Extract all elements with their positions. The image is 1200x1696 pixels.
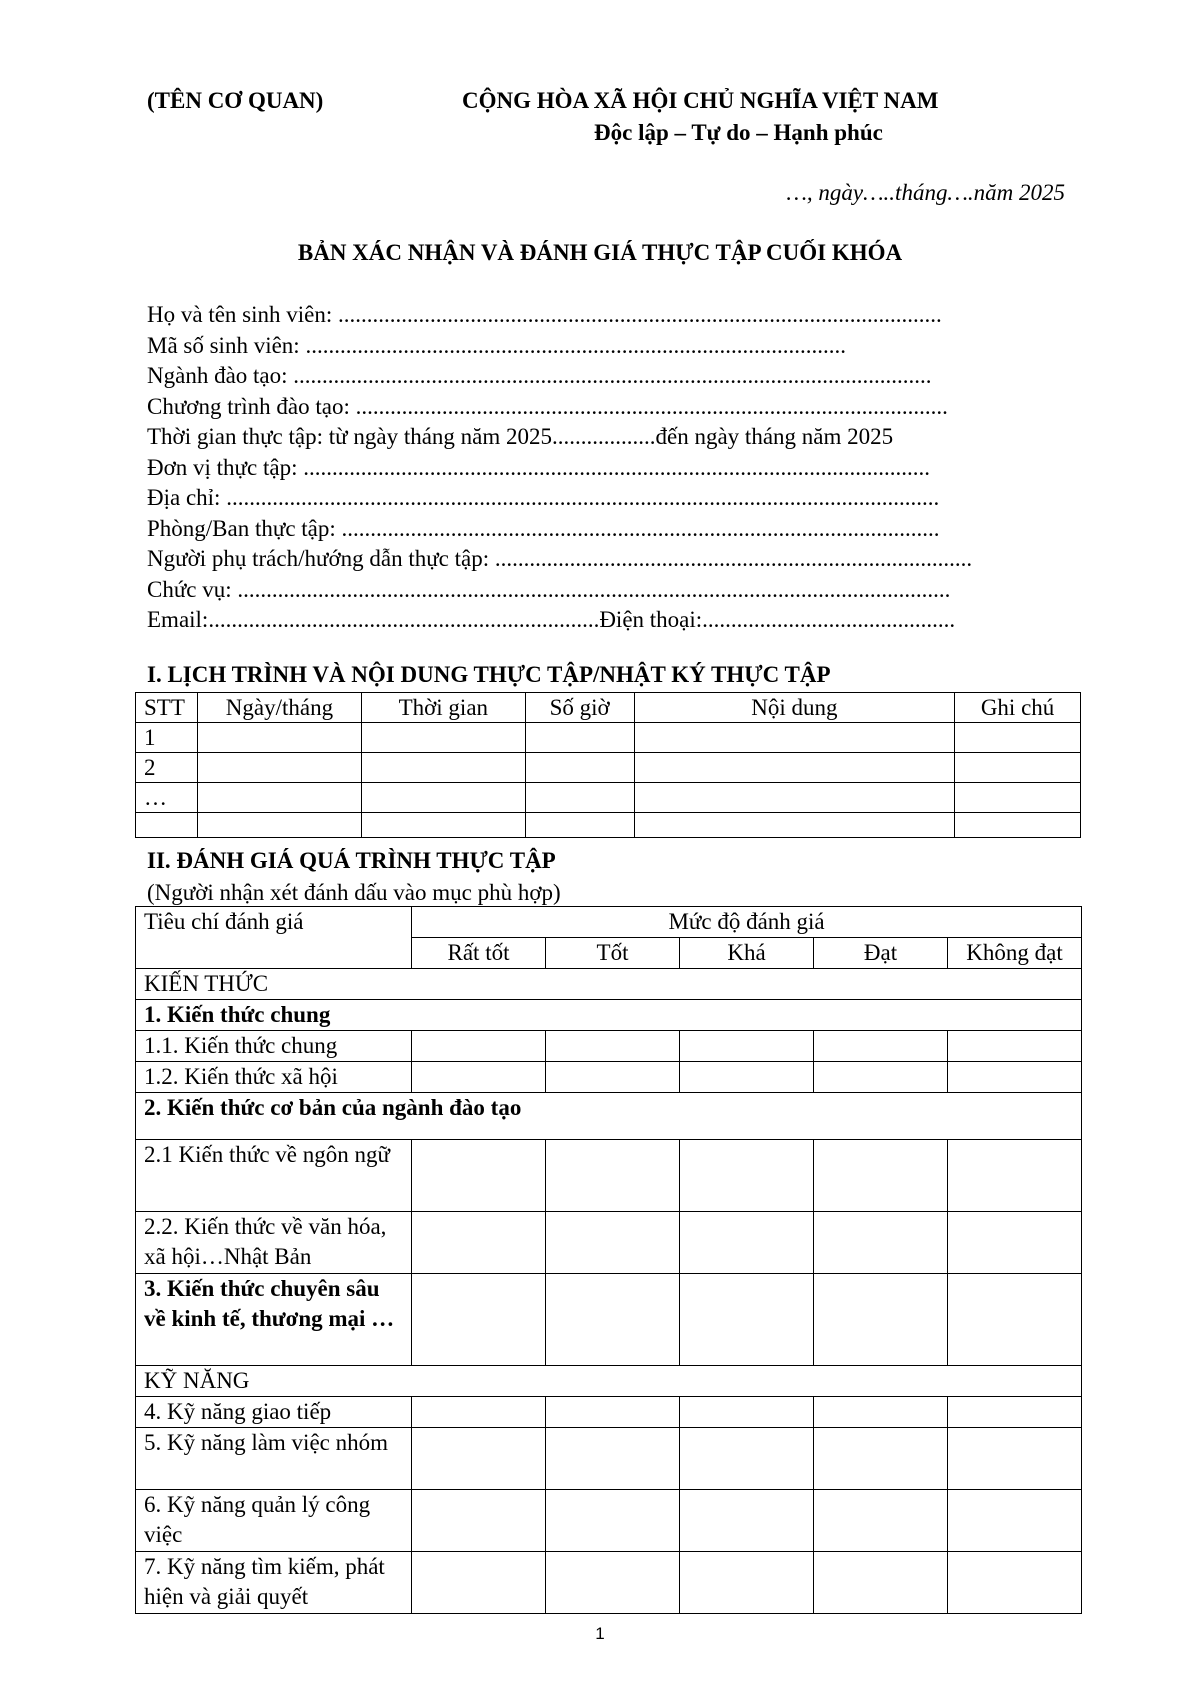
rating-cell[interactable] xyxy=(680,1031,814,1062)
criteria-label: 1.2. Kiến thức xã hội xyxy=(136,1062,412,1093)
criteria-label: 4. Kỹ năng giao tiếp xyxy=(136,1397,412,1428)
table-cell[interactable] xyxy=(634,783,955,813)
level-fail: Không đạt xyxy=(948,938,1082,969)
rating-cell[interactable] xyxy=(814,1274,948,1366)
level-very-good: Rất tốt xyxy=(412,938,546,969)
document-title: BẢN XÁC NHẬN VÀ ĐÁNH GIÁ THỰC TẬP CUỐI KHÓA xyxy=(297,240,903,265)
column-header: Ngày/tháng xyxy=(197,693,361,723)
rating-cell[interactable] xyxy=(680,1140,814,1212)
criteria-label: 3. Kiến thức chuyên sâu về kinh tế, thương mại … xyxy=(136,1274,412,1366)
national-motto: Độc lập – Tự do – Hạnh phúc xyxy=(594,120,883,145)
row-number: 2 xyxy=(136,753,198,783)
rating-cell[interactable] xyxy=(546,1397,680,1428)
section-2-title: II. ĐÁNH GIÁ QUÁ TRÌNH THỰC TẬP xyxy=(147,848,556,873)
subgroup-row xyxy=(136,1093,1082,1140)
rating-cell[interactable] xyxy=(680,1274,814,1366)
rating-cell[interactable] xyxy=(948,1490,1082,1552)
table-row xyxy=(136,723,1081,753)
rating-cell[interactable] xyxy=(814,1212,948,1274)
rating-cell[interactable] xyxy=(412,1274,546,1366)
table-cell[interactable] xyxy=(361,783,525,813)
group-row-knowledge xyxy=(136,969,1082,1000)
criteria-row xyxy=(136,1397,1082,1428)
student-info-block xyxy=(147,300,1062,636)
rating-cell[interactable] xyxy=(680,1062,814,1093)
row-number xyxy=(136,813,198,838)
table-row xyxy=(136,753,1081,783)
table-cell[interactable] xyxy=(197,753,361,783)
rating-cell[interactable] xyxy=(948,1274,1082,1366)
student-id-field: Mã số sinh viên: .............................................................................................. xyxy=(147,332,846,358)
rating-cell[interactable] xyxy=(948,1140,1082,1212)
department-field: Phòng/Ban thực tập: ........................................................................................................ xyxy=(147,515,940,541)
criteria-row xyxy=(136,1274,1082,1366)
row-number: … xyxy=(136,783,198,813)
table-cell[interactable] xyxy=(525,753,634,783)
rating-cell[interactable] xyxy=(948,1428,1082,1490)
rating-cell[interactable] xyxy=(546,1062,680,1093)
internship-unit-field: Đơn vị thực tập: ............................................................................................................. xyxy=(147,454,930,480)
table-cell[interactable] xyxy=(361,753,525,783)
section-1-title: I. LỊCH TRÌNH VÀ NỘI DUNG THỰC TẬP/NHẬT KÝ THỰC TẬP xyxy=(147,662,831,687)
table-cell[interactable] xyxy=(955,813,1081,838)
rating-cell[interactable] xyxy=(680,1397,814,1428)
criteria-label: 7. Kỹ năng tìm kiếm, phát hiện và giải quyết xyxy=(136,1552,412,1614)
table-cell[interactable] xyxy=(197,783,361,813)
table-row xyxy=(136,783,1081,813)
document-date: …, ngày…..tháng….năm 2025 xyxy=(786,180,1065,205)
schedule-header-row xyxy=(136,693,1081,723)
contact-field: Email:....................................................................Điện thoại:............................................ xyxy=(147,607,956,632)
criteria-label: 6. Kỹ năng quản lý công việc xyxy=(136,1490,412,1552)
column-header: Ghi chú xyxy=(955,693,1081,723)
schedule-table xyxy=(135,692,1081,838)
level-good: Tốt xyxy=(546,938,680,969)
section-2-note: (Người nhận xét đánh dấu vào mục phù hợp) xyxy=(147,880,561,905)
rating-cell[interactable] xyxy=(412,1212,546,1274)
criteria-row xyxy=(136,1490,1082,1552)
rating-cell[interactable] xyxy=(412,1397,546,1428)
criteria-row xyxy=(136,1031,1082,1062)
criteria-row xyxy=(136,1140,1082,1212)
evaluation-table xyxy=(135,906,1082,1614)
rating-cell[interactable] xyxy=(948,1552,1082,1614)
rating-cell[interactable] xyxy=(948,1397,1082,1428)
table-cell[interactable] xyxy=(525,813,634,838)
national-title: CỘNG HÒA XÃ HỘI CHỦ NGHĨA VIỆT NAM xyxy=(462,88,939,113)
position-field: Chức vụ: ............................................................................................................................ xyxy=(147,576,951,602)
rating-cell[interactable] xyxy=(814,1490,948,1552)
table-row xyxy=(136,813,1081,838)
column-header: Nội dung xyxy=(634,693,955,723)
table-cell[interactable] xyxy=(955,723,1081,753)
criteria-label: 5. Kỹ năng làm việc nhóm xyxy=(136,1428,412,1490)
table-cell[interactable] xyxy=(955,783,1081,813)
organization-name: (TÊN CƠ QUAN) xyxy=(147,88,324,113)
supervisor-field: Người phụ trách/hướng dẫn thực tập: ................................................................................... xyxy=(147,546,973,571)
rating-cell[interactable] xyxy=(814,1397,948,1428)
rating-cell[interactable] xyxy=(680,1552,814,1614)
rating-cell[interactable] xyxy=(814,1062,948,1093)
evaluation-header-row xyxy=(136,907,1082,938)
group-label: KỸ NĂNG xyxy=(136,1366,1082,1397)
criteria-row xyxy=(136,1428,1082,1490)
rating-cell[interactable] xyxy=(948,1062,1082,1093)
rating-cell[interactable] xyxy=(680,1212,814,1274)
criteria-label: 2.1 Kiến thức về ngôn ngữ xyxy=(136,1140,412,1212)
program-field: Chương trình đào tạo: ....................................................................................................... xyxy=(147,393,948,419)
table-cell[interactable] xyxy=(197,723,361,753)
rating-cell[interactable] xyxy=(680,1490,814,1552)
major-field: Ngành đào tạo: ............................................................................................................... xyxy=(147,363,932,388)
table-cell[interactable] xyxy=(361,723,525,753)
rating-cell[interactable] xyxy=(948,1031,1082,1062)
table-cell[interactable] xyxy=(634,753,955,783)
level-pass: Đạt xyxy=(814,938,948,969)
criteria-header: Tiêu chí đánh giá xyxy=(136,907,412,969)
table-cell[interactable] xyxy=(361,813,525,838)
table-cell[interactable] xyxy=(525,723,634,753)
column-header: Số giờ xyxy=(525,693,634,723)
address-field: Địa chỉ: ............................................................................................................................ xyxy=(147,485,940,510)
table-cell[interactable] xyxy=(525,783,634,813)
criteria-label: 1.1. Kiến thức chung xyxy=(136,1031,412,1062)
column-header: STT xyxy=(136,693,198,723)
rating-cell[interactable] xyxy=(814,1031,948,1062)
group-row-skills xyxy=(136,1366,1082,1397)
rating-cell[interactable] xyxy=(412,1490,546,1552)
level-header: Mức độ đánh giá xyxy=(412,907,1082,938)
criteria-row xyxy=(136,1212,1082,1274)
rating-cell[interactable] xyxy=(412,1062,546,1093)
rating-cell[interactable] xyxy=(412,1031,546,1062)
rating-cell[interactable] xyxy=(948,1212,1082,1274)
rating-cell[interactable] xyxy=(814,1552,948,1614)
level-fair: Khá xyxy=(680,938,814,969)
rating-cell[interactable] xyxy=(546,1552,680,1614)
subgroup-label: 1. Kiến thức chung xyxy=(136,1000,1082,1031)
row-number: 1 xyxy=(136,723,198,753)
rating-cell[interactable] xyxy=(546,1490,680,1552)
criteria-row xyxy=(136,1552,1082,1614)
rating-cell[interactable] xyxy=(814,1140,948,1212)
table-cell[interactable] xyxy=(634,813,955,838)
group-label: KIẾN THỨC xyxy=(136,969,1082,1000)
page-number: 1 xyxy=(595,1624,605,1643)
rating-cell[interactable] xyxy=(546,1212,680,1274)
rating-cell[interactable] xyxy=(814,1428,948,1490)
table-cell[interactable] xyxy=(955,753,1081,783)
rating-cell[interactable] xyxy=(546,1140,680,1212)
rating-cell[interactable] xyxy=(546,1274,680,1366)
subgroup-label: 2. Kiến thức cơ bản của ngành đào tạo xyxy=(136,1093,1082,1140)
criteria-label: 2.2. Kiến thức về văn hóa, xã hội…Nhật Bản xyxy=(136,1212,412,1274)
table-cell[interactable] xyxy=(634,723,955,753)
rating-cell[interactable] xyxy=(412,1428,546,1490)
criteria-row xyxy=(136,1062,1082,1093)
internship-period-field: Thời gian thực tập: từ ngày tháng năm 2025..................đến ngày tháng năm 2025 xyxy=(147,424,894,449)
rating-cell[interactable] xyxy=(546,1031,680,1062)
column-header: Thời gian xyxy=(361,693,525,723)
rating-cell[interactable] xyxy=(412,1552,546,1614)
student-name-field: Họ và tên sinh viên: ......................................................................................................... xyxy=(147,302,942,327)
rating-cell[interactable] xyxy=(680,1428,814,1490)
subgroup-row xyxy=(136,1000,1082,1031)
rating-cell[interactable] xyxy=(546,1428,680,1490)
rating-cell[interactable] xyxy=(412,1140,546,1212)
table-cell[interactable] xyxy=(197,813,361,838)
